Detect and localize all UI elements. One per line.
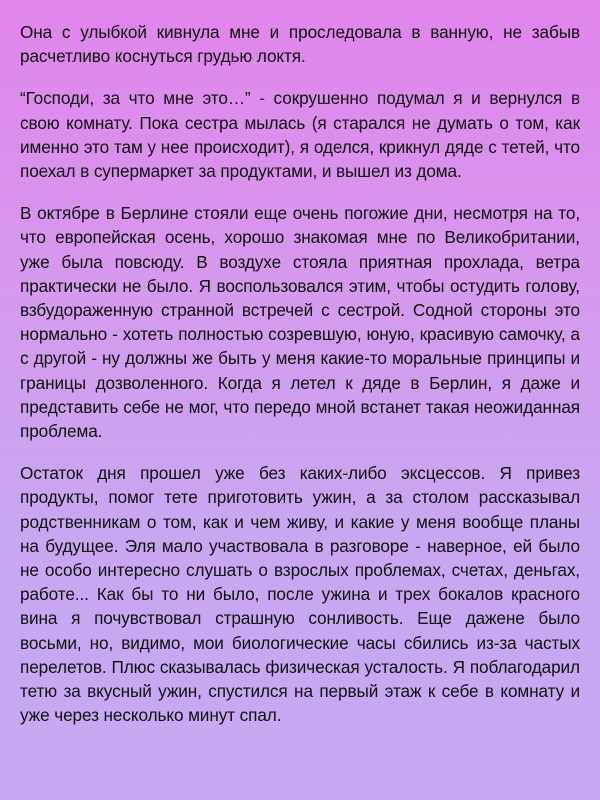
paragraph-2: “Господи, за что мне это…” - сокрушенно подумал я и вернулся в свою комнату. Пока сестра мылась (я старался не думать о том, как именно это там у нее происходит), я оделся, крикнул дяде с тетей, что поехал в супермаркет за продуктами, и вышел из дома. bbox=[20, 88, 580, 182]
paragraph-4: Остаток дня прошел уже без каких-либо эксцессов. Я привез продукты, помог тете приготовить ужин, а за столом рассказывал родственникам о том, как и чем живу, и какие у меня вообще планы на будущее. Эля мало участвовала в разговоре - наверное, ей было не особо интересно слушать о взрослых проблемах, счетах, деньгах, работе... Как бы то ни было, после ужина и трех бокалов красного вина я почувствовал страшную сонливость. Еще дажене было восьми, но, видимо, мои биологические часы сбились из-за частых перелетов. Плюс сказывалась физическая усталость. Я поблагодарил тетю за вкусный ужин, спустился на первый этаж к себе в комнату и уже через несколько минут спал. bbox=[20, 463, 580, 726]
paragraph-1: Она с улыбкой кивнула мне и проследовала в ванную, не забыв расчетливо коснуться грудью локтя. bbox=[20, 22, 580, 67]
paragraph-3: В октябре в Берлине стояли еще очень погожие дни, несмотря на то, что европейская осень, хорошо знакомая мне по Великобритании, уже была повсюду. В воздухе стояла приятная прохлада, ветра практически не было. Я воспользовался этим, чтобы остудить голову, взбудораженную странной встречей с сестрой. Содной стороны это нормально - хотеть полностью созревшую, юную, красивую самочку, а с другой - ну должны же быть у меня какие-то моральные принципы и границы дозволенного. Когда я летел к дяде в Берлин, я даже и представить себе не мог, что передо мной встанет такая неожиданная проблема. bbox=[20, 203, 580, 442]
